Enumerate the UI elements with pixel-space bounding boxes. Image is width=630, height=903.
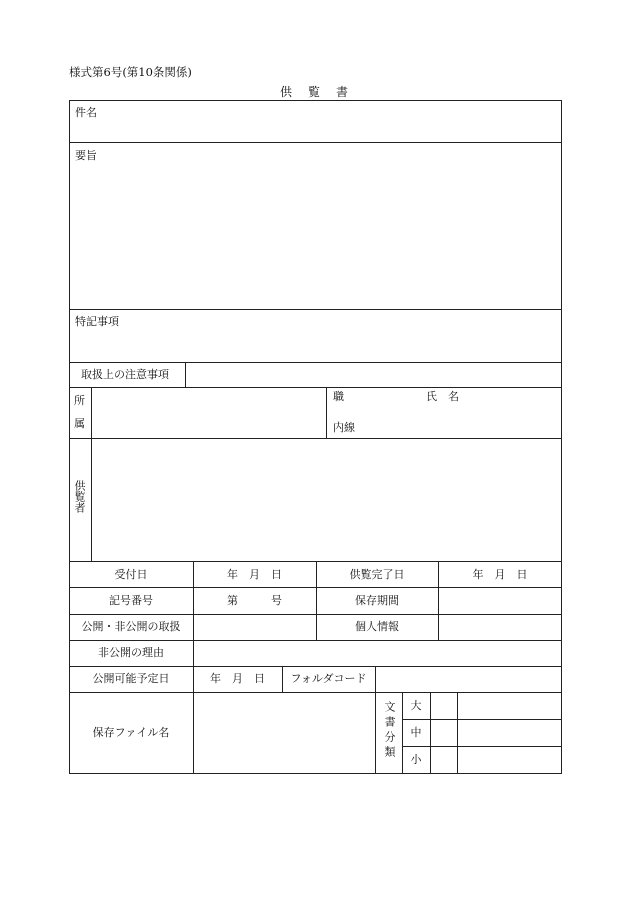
- save-file-field[interactable]: [194, 693, 374, 773]
- folder-code-label: フォルダコード: [290, 672, 367, 685]
- review-done-label: 供覧完了日: [349, 568, 405, 581]
- handling-notes-label: 取扱上の注意事項: [81, 368, 169, 381]
- class-large-label: 大: [410, 699, 422, 712]
- save-file-label: 保存ファイル名: [92, 726, 170, 739]
- nondisclosure-reason-field[interactable]: [194, 641, 561, 665]
- doc-class-label: 文書分類: [383, 701, 396, 761]
- form-title: 供 覧 書: [279, 85, 350, 99]
- summary-label: 要旨: [75, 149, 97, 162]
- special-notes-label: 特記事項: [75, 315, 119, 328]
- class-large-code-field[interactable]: [431, 693, 456, 718]
- affiliation-label-1: 所: [74, 394, 85, 407]
- disclosure-label: 公開・非公開の取扱: [81, 620, 181, 633]
- disclosure-field[interactable]: [194, 615, 315, 639]
- received-date-label: 受付日: [114, 568, 148, 581]
- extension-label: 内線: [333, 421, 355, 434]
- subject-field[interactable]: [70, 120, 560, 140]
- position-label: 職: [333, 390, 344, 403]
- retention-period-label: 保存期間: [355, 594, 399, 607]
- personal-info-field[interactable]: [439, 615, 561, 639]
- review-done-field[interactable]: 年 月 日: [472, 568, 528, 581]
- disclosure-date-label: 公開可能予定日: [92, 672, 170, 685]
- nondisclosure-reason-label: 非公開の理由: [98, 646, 164, 659]
- received-date-field[interactable]: 年 月 日: [227, 568, 282, 581]
- record-number-label: 記号番号: [109, 594, 153, 607]
- viewer-field[interactable]: [92, 439, 561, 560]
- affiliation-label-2: 属: [74, 417, 85, 430]
- affiliation-field[interactable]: [92, 388, 325, 438]
- class-medium-label: 中: [410, 726, 422, 739]
- class-medium-name-field[interactable]: [458, 720, 561, 745]
- special-notes-field[interactable]: [70, 330, 560, 360]
- handling-notes-field[interactable]: [186, 363, 561, 387]
- viewer-label: 供覧者: [73, 480, 86, 513]
- class-small-code-field[interactable]: [431, 747, 456, 773]
- record-number-field[interactable]: 第 号: [227, 594, 282, 607]
- class-small-label: 小: [410, 753, 422, 766]
- folder-code-field[interactable]: [376, 667, 561, 692]
- class-large-name-field[interactable]: [458, 693, 561, 718]
- subject-label: 件名: [75, 106, 97, 119]
- personal-info-label: 個人情報: [355, 620, 399, 633]
- class-small-name-field[interactable]: [458, 747, 561, 773]
- disclosure-date-field[interactable]: 年 月 日: [210, 672, 265, 685]
- form-number: 様式第6号(第10条関係): [69, 65, 192, 79]
- summary-field[interactable]: [70, 165, 560, 305]
- class-medium-code-field[interactable]: [431, 720, 456, 745]
- retention-period-field[interactable]: [439, 588, 561, 613]
- name-label: 氏 名: [426, 390, 459, 403]
